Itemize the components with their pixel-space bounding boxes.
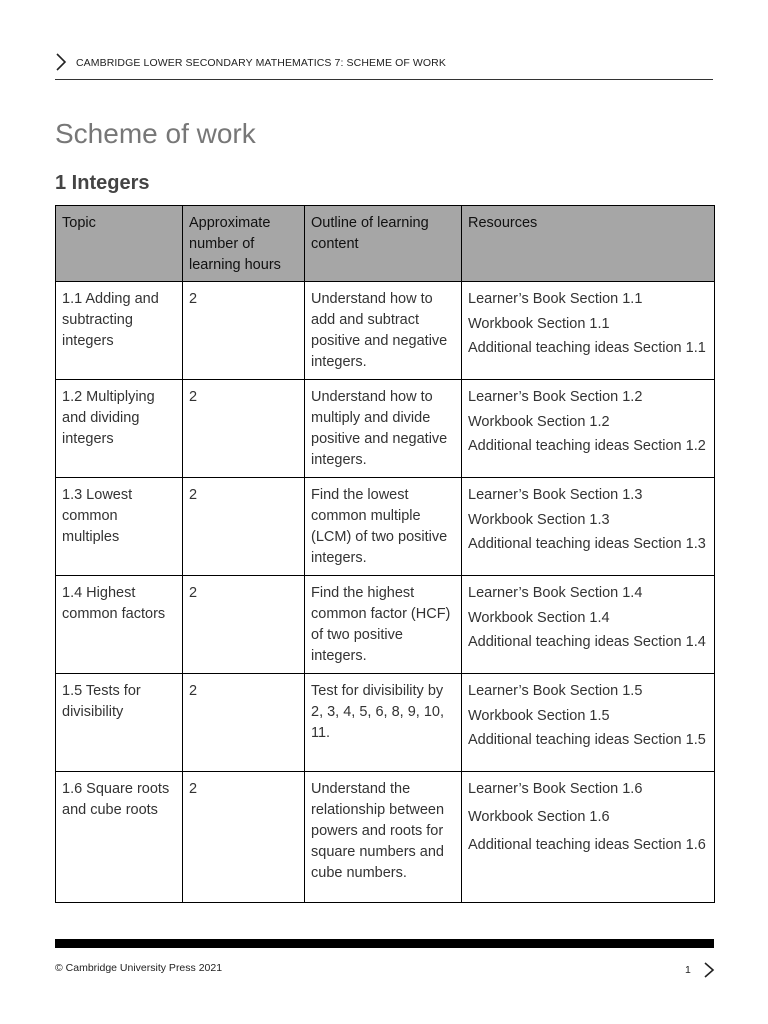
table-row [56, 674, 715, 772]
column-header-topic: Topic [56, 206, 183, 282]
scheme-of-work-table [55, 205, 715, 903]
running-header [55, 52, 713, 80]
footer-rule [55, 939, 714, 948]
header-title: CAMBRIDGE LOWER SECONDARY MATHEMATICS 7: SCHEME OF WORK [76, 57, 446, 69]
hours-cell: 2 [183, 478, 305, 576]
hours-cell: 2 [183, 576, 305, 674]
resource-item: Additional teaching ideas Section 1.5 [468, 731, 706, 748]
resources-cell [462, 772, 715, 903]
resource-item: Workbook Section 1.3 [468, 511, 610, 528]
table-row [56, 772, 715, 903]
table-header-row [56, 206, 715, 282]
column-header-outline: Outline of learning content [305, 206, 462, 282]
copyright-notice: © Cambridge University Press 2021 [55, 962, 223, 974]
resource-item: Workbook Section 1.4 [468, 609, 610, 626]
topic-cell: 1.1 Adding and subtracting integers [56, 282, 183, 380]
topic-cell: 1.3 Lowest common multiples [56, 478, 183, 576]
hours-cell: 2 [183, 380, 305, 478]
section-title: 1 Integers [55, 172, 150, 194]
resources-cell [462, 380, 715, 478]
column-header-hours: Approximate number of learning hours [183, 206, 305, 282]
outline-cell: Find the lowest common multiple (LCM) of two positive integers. [305, 478, 462, 576]
outline-cell: Understand the relationship between powers and roots for square numbers and cube numbers. [305, 772, 462, 903]
resources-cell [462, 674, 715, 772]
outline-cell: Find the highest common factor (HCF) of two positive integers. [305, 576, 462, 674]
hours-cell: 2 [183, 772, 305, 903]
topic-cell: 1.4 Highest common factors [56, 576, 183, 674]
resource-item: Workbook Section 1.6 [468, 809, 610, 826]
hours-cell: 2 [183, 674, 305, 772]
resources-cell [462, 576, 715, 674]
resource-item: Learner’s Book Section 1.1 [468, 291, 643, 308]
table-row [56, 282, 715, 380]
table-row [56, 380, 715, 478]
resource-item: Additional teaching ideas Section 1.4 [468, 633, 706, 650]
topic-cell: 1.2 Multiplying and dividing integers [56, 380, 183, 478]
topic-cell: 1.5 Tests for divisibility [56, 674, 183, 772]
resources-cell [462, 478, 715, 576]
resource-item: Additional teaching ideas Section 1.3 [468, 535, 706, 552]
resources-cell [462, 282, 715, 380]
resource-item: Learner’s Book Section 1.5 [468, 683, 643, 700]
resource-item: Learner’s Book Section 1.6 [468, 781, 643, 798]
resource-item: Learner’s Book Section 1.4 [468, 585, 643, 602]
resource-item: Workbook Section 1.1 [468, 315, 610, 332]
hours-cell: 2 [183, 282, 305, 380]
chevron-right-icon[interactable] [703, 961, 715, 979]
outline-cell: Test for divisibility by 2, 3, 4, 5, 6, 8, 9, 10, 11. [305, 674, 462, 772]
outline-cell: Understand how to multiply and divide positive and negative integers. [305, 380, 462, 478]
column-header-resources: Resources [462, 206, 715, 282]
resource-item: Additional teaching ideas Section 1.2 [468, 437, 706, 454]
table-row [56, 478, 715, 576]
resource-item: Additional teaching ideas Section 1.1 [468, 339, 706, 356]
table-row [56, 576, 715, 674]
topic-cell: 1.6 Square roots and cube roots [56, 772, 183, 903]
resource-item: Learner’s Book Section 1.2 [468, 389, 643, 406]
page-number: 1 [685, 964, 691, 976]
resource-item: Learner’s Book Section 1.3 [468, 487, 643, 504]
outline-cell: Understand how to add and subtract positive and negative integers. [305, 282, 462, 380]
resource-item: Additional teaching ideas Section 1.6 [468, 836, 706, 853]
page-title: Scheme of work [55, 118, 256, 149]
resource-item: Workbook Section 1.2 [468, 413, 610, 430]
resource-item: Workbook Section 1.5 [468, 707, 610, 724]
chevron-right-icon [55, 52, 67, 72]
